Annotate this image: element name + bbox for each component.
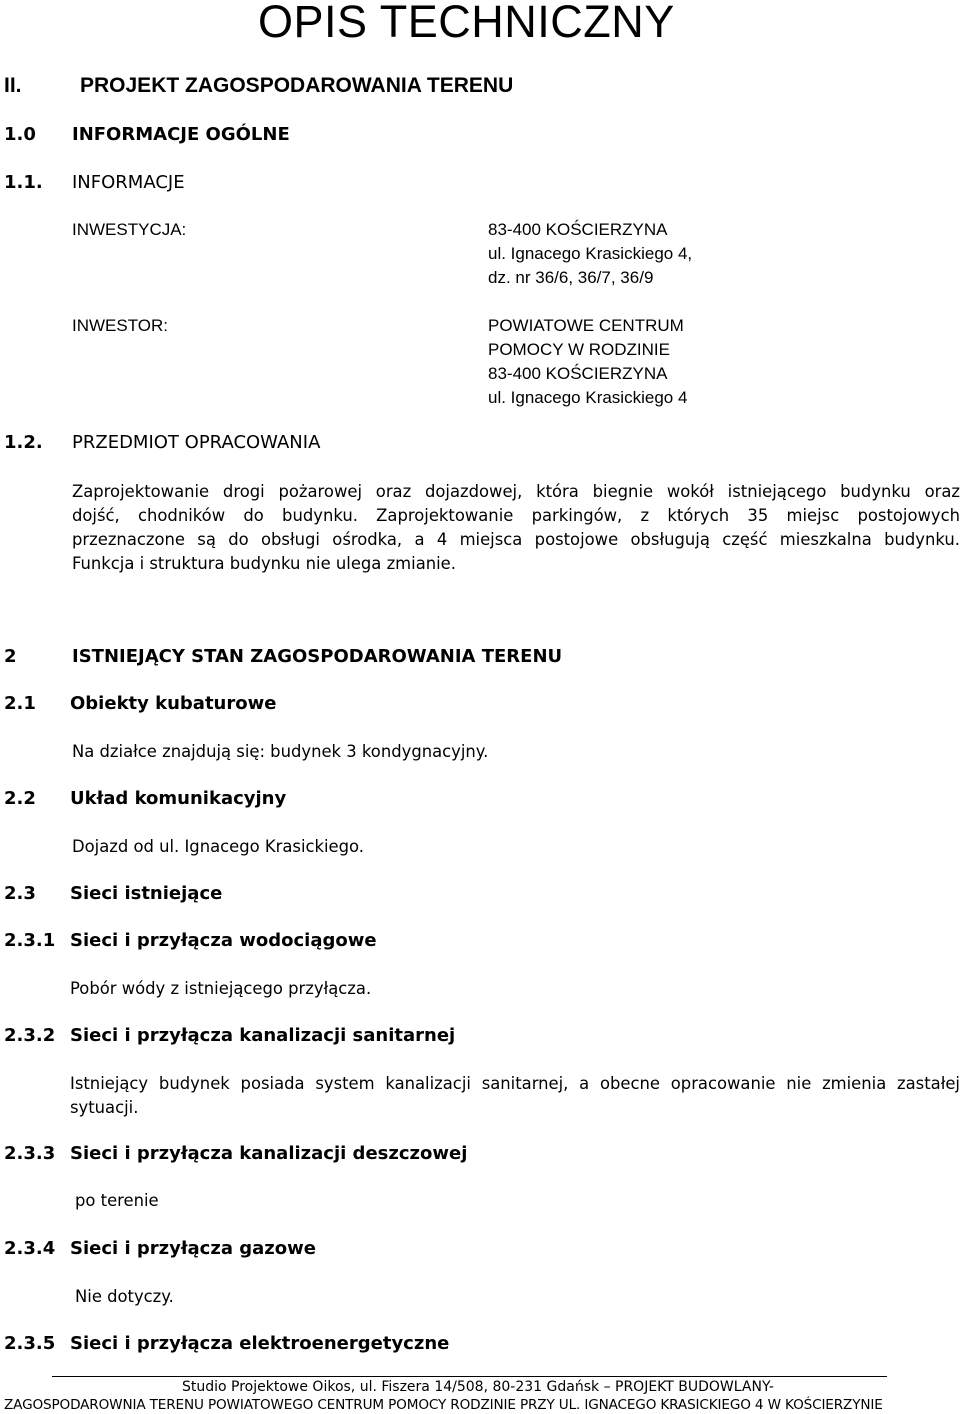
paragraph-line: przeznaczone są do obsługi ośrodka, a 4 miejsca postojowe obsługują część mieszkalna budynku. — [72, 530, 960, 549]
investment-label: INWESTYCJA: — [72, 220, 187, 239]
section-heading: Sieci i przyłącza kanalizacji deszczowej — [70, 1143, 468, 1164]
section-text: Dojazd od ul. Ignacego Krasickiego. — [72, 837, 364, 856]
section-heading: ISTNIEJĄCY STAN ZAGOSPODAROWANIA TERENU — [72, 646, 563, 667]
section-number: 2.1 — [4, 693, 36, 714]
section-heading: Sieci i przyłącza wodociągowe — [70, 930, 377, 951]
section-heading: Układ komunikacyjny — [70, 788, 287, 809]
section-text: Pobór wódy z istniejącego przyłącza. — [70, 979, 372, 998]
investment-line: ul. Ignacego Krasickiego 4, — [488, 244, 693, 263]
section-number: 2.3.5 — [4, 1333, 56, 1354]
footer-line: ZAGOSPODAROWNIA TERENU POWIATOWEGO CENTRUM POMOCY RODZINIE PRZY UL. IGNACEGO KRASICKIEGO 4 W KOŚCIERZYNIE — [4, 1397, 883, 1413]
paragraph-sewer — [70, 1072, 960, 1120]
section-number: 2.3.2 — [4, 1025, 56, 1046]
section-heading: Sieci istniejące — [70, 883, 223, 904]
section-text: po terenie — [75, 1191, 159, 1210]
investor-line: POWIATOWE CENTRUM — [488, 316, 684, 335]
investor-line: 83-400 KOŚCIERZYNA — [488, 364, 668, 383]
document-title: OPIS TECHNICZNY — [258, 0, 675, 47]
footer-line: Studio Projektowe Oikos, ul. Fiszera 14/508, 80-231 Gdańsk – PROJEKT BUDOWLANY- — [182, 1379, 774, 1395]
paragraph-line: sytuacji. — [70, 1098, 139, 1117]
section-heading: INFORMACJE — [72, 172, 185, 193]
investor-label: INWESTOR: — [72, 316, 169, 335]
paragraph-scope — [72, 480, 960, 576]
investor-line: POMOCY W RODZINIE — [488, 340, 670, 359]
section-number: 1.0 — [4, 124, 36, 145]
section-number: 2.3.3 — [4, 1143, 56, 1164]
investor-line: ul. Ignacego Krasickiego 4 — [488, 388, 688, 407]
section-number: 2.3 — [4, 883, 36, 904]
paragraph-line: Istniejący budynek posiada system kanalizacji sanitarnej, a obecne opracowanie nie zmienia zastałej — [70, 1074, 960, 1093]
paragraph-line: Zaprojektowanie drogi pożarowej oraz dojazdowej, która biegnie wokół istniejącego budynku oraz — [72, 482, 960, 501]
part-heading: PROJEKT ZAGOSPODAROWANIA TERENU — [80, 74, 514, 97]
section-number: 2.3.4 — [4, 1238, 56, 1259]
section-heading: PRZEDMIOT OPRACOWANIA — [72, 432, 321, 453]
part-number: II. — [4, 74, 22, 97]
section-heading: INFORMACJE OGÓLNE — [72, 124, 290, 145]
paragraph-line: Funkcja i struktura budynku nie ulega zmianie. — [72, 554, 456, 573]
section-heading: Sieci i przyłącza elektroenergetyczne — [70, 1333, 450, 1354]
investment-line: dz. nr 36/6, 36/7, 36/9 — [488, 268, 654, 287]
section-number: 2 — [4, 646, 17, 667]
section-heading: Obiekty kubaturowe — [70, 693, 277, 714]
investment-line: 83-400 KOŚCIERZYNA — [488, 220, 668, 239]
section-text: Nie dotyczy. — [75, 1287, 174, 1306]
section-heading: Sieci i przyłącza kanalizacji sanitarnej — [70, 1025, 456, 1046]
section-heading: Sieci i przyłącza gazowe — [70, 1238, 316, 1259]
section-number: 1.2. — [4, 432, 43, 453]
section-number: 2.2 — [4, 788, 36, 809]
section-number: 1.1. — [4, 172, 43, 193]
section-text: Na działce znajdują się: budynek 3 kondygnacyjny. — [72, 742, 489, 761]
paragraph-line: dojść, chodników do budynku. Zaprojektowanie parkingów, z których 35 miejsc postojowych — [72, 506, 960, 525]
footer-rule — [52, 1376, 887, 1377]
section-number: 2.3.1 — [4, 930, 56, 951]
